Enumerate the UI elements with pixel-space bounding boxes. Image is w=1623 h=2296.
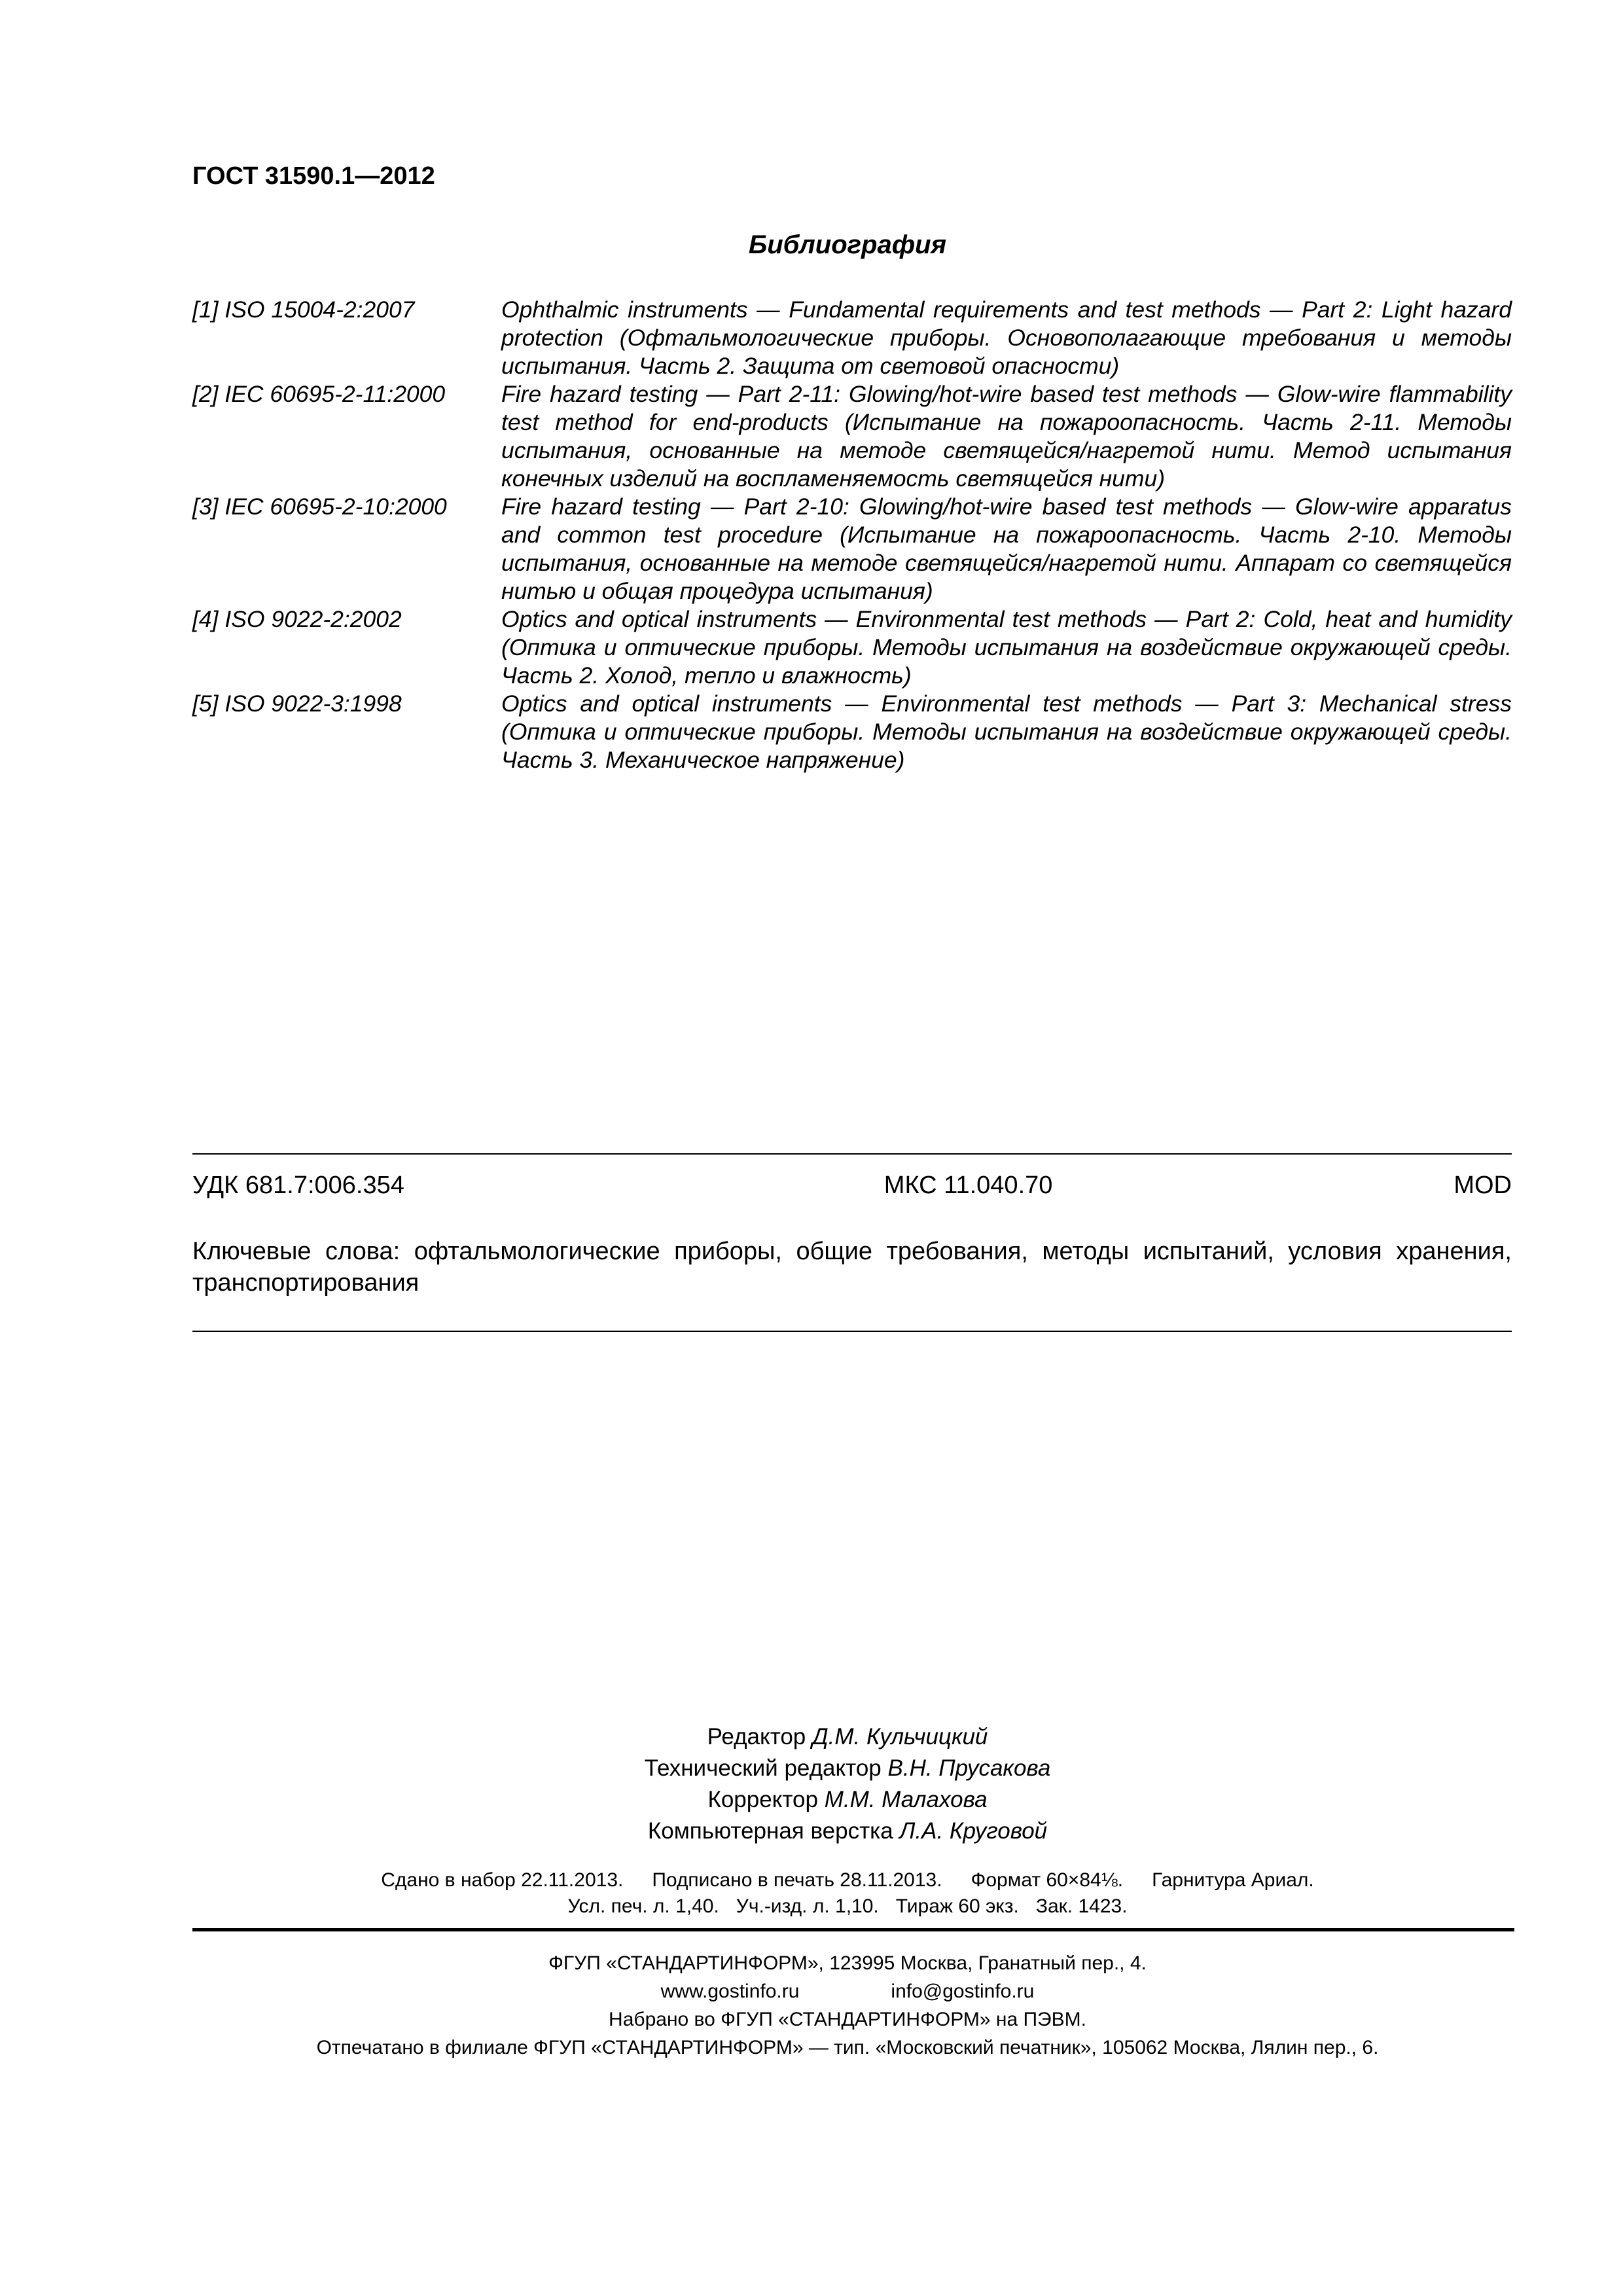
- bibliography-text: Fire hazard testing — Part 2-10: Glowing/hot-wire based test methods — Glow-wire apparatus and common test procedure (Испытание на пожароопасность. Часть 2-10. Методы испытания, основанные на методе светящейся/нагретой нити. Аппарат со светящейся нитью и общая процедура испытания): [501, 493, 1512, 604]
- bibliography-entry: [192, 605, 1512, 690]
- classification-row: [192, 1172, 1512, 1200]
- credit-name: Л.А. Круговой: [899, 1818, 1048, 1844]
- circulation: Тираж 60 экз.: [895, 1895, 1019, 1917]
- bibliography-ref: [1] ISO 15004-2:2007: [192, 296, 415, 323]
- credit-role: Корректор: [707, 1787, 818, 1812]
- document-code: ГОСТ 31590.1—2012: [192, 162, 435, 190]
- mks-code: МКС 11.040.70: [883, 1172, 1053, 1199]
- credit-name: М.М. Малахова: [824, 1787, 988, 1812]
- credit-line: [0, 1784, 1623, 1816]
- print-info: [0, 1867, 1623, 1920]
- publisher-website[interactable]: www.gostinfo.ru: [660, 1981, 800, 2002]
- credit-line: [0, 1721, 1623, 1753]
- bibliography-ref: [4] ISO 9022-2:2002: [192, 606, 402, 632]
- keywords-text: офтальмологические приборы, общие требования, методы испытаний, условия хранения, транспортирования: [192, 1238, 1512, 1297]
- signed-date: Подписано в печать 28.11.2013.: [652, 1869, 942, 1891]
- bibliography-ref: [5] ISO 9022-3:1998: [192, 691, 402, 717]
- bibliography-entry: [192, 296, 1512, 380]
- typeset-note: Набрано во ФГУП «СТАНДАРТИНФОРМ» на ПЭВМ.: [609, 2009, 1086, 2030]
- bibliography-ref: [3] IEC 60695-2-10:2000: [192, 493, 447, 520]
- order-number: Зак. 1423.: [1035, 1895, 1128, 1917]
- divider-thick: [192, 1928, 1514, 1931]
- bibliography-ref: [2] IEC 60695-2-11:2000: [192, 381, 446, 407]
- credit-line: [0, 1816, 1623, 1847]
- credit-role: Компьютерная верстка: [647, 1818, 893, 1844]
- credit-role: Редактор: [707, 1724, 806, 1749]
- print-sheets: Усл. печ. л. 1,40.: [567, 1895, 719, 1917]
- print-info-line: [0, 1893, 1623, 1920]
- udk-code: УДК 681.7:006.354: [192, 1172, 404, 1199]
- publishing-sheets: Уч.-изд. л. 1,10.: [736, 1895, 879, 1917]
- credit-name: В.Н. Прусакова: [887, 1755, 1051, 1781]
- credit-name: Д.М. Кульчицкий: [812, 1724, 988, 1749]
- publisher-address: ФГУП «СТАНДАРТИНФОРМ», 123995 Москва, Гранатный пер., 4.: [548, 1952, 1147, 1974]
- divider: [192, 1331, 1512, 1332]
- bibliography-text: Ophthalmic instruments — Fundamental requirements and test methods — Part 2: Light hazard protection (Офтальмологические приборы. Основополагающие требования и методы испытания. Часть 2. Защита от световой опасности): [501, 296, 1512, 379]
- keywords: [192, 1236, 1512, 1299]
- bibliography-entry: [192, 380, 1512, 493]
- bibliography-title: Библиография: [748, 230, 947, 259]
- publisher-email[interactable]: info@gostinfo.ru: [891, 1981, 1035, 2002]
- printed-note: Отпечатано в филиале ФГУП «СТАНДАРТИНФОРМ» — тип. «Московский печатник», 105062 Москва, Лялин пер., 6.: [316, 2037, 1379, 2058]
- credit-line: [0, 1753, 1623, 1784]
- print-info-line: [0, 1867, 1623, 1893]
- bibliography-entry: [192, 493, 1512, 605]
- publisher-contacts: [0, 1977, 1623, 2005]
- publisher-block: [0, 1949, 1623, 2062]
- bibliography-text: Optics and optical instruments — Environmental test methods — Part 3: Mechanical stress (Оптика и оптические приборы. Методы испытания на воздействие окружающей среды. Часть 3. Механическое напряжение): [501, 691, 1512, 773]
- submitted-date: Сдано в набор 22.11.2013.: [381, 1869, 624, 1891]
- credit-role: Технический редактор: [644, 1755, 882, 1781]
- credits-block: [0, 1721, 1623, 1847]
- paper-format: Формат 60×84⅛.: [971, 1869, 1124, 1891]
- bibliography-list: [192, 296, 1512, 774]
- keywords-label: Ключевые слова:: [192, 1238, 401, 1265]
- mod-label: MOD: [1454, 1172, 1512, 1199]
- divider: [192, 1153, 1512, 1155]
- typeface: Гарнитура Ариал.: [1152, 1869, 1314, 1891]
- bibliography-text: Fire hazard testing — Part 2-11: Glowing/hot-wire based test methods — Glow-wire flammability test method for end-products (Испытание на пожароопасность. Часть 2-11. Методы испытания, основанные на методе светящейся/нагретой нити. Метод испытания конечных изделий на воспламеняемость светящейся нити): [501, 381, 1512, 492]
- bibliography-entry: [192, 690, 1512, 774]
- bibliography-text: Optics and optical instruments — Environmental test methods — Part 2: Cold, heat and humidity (Оптика и оптические приборы. Методы испытания на воздействие окружающей среды. Часть 2. Холод, тепло и влажность): [501, 606, 1512, 689]
